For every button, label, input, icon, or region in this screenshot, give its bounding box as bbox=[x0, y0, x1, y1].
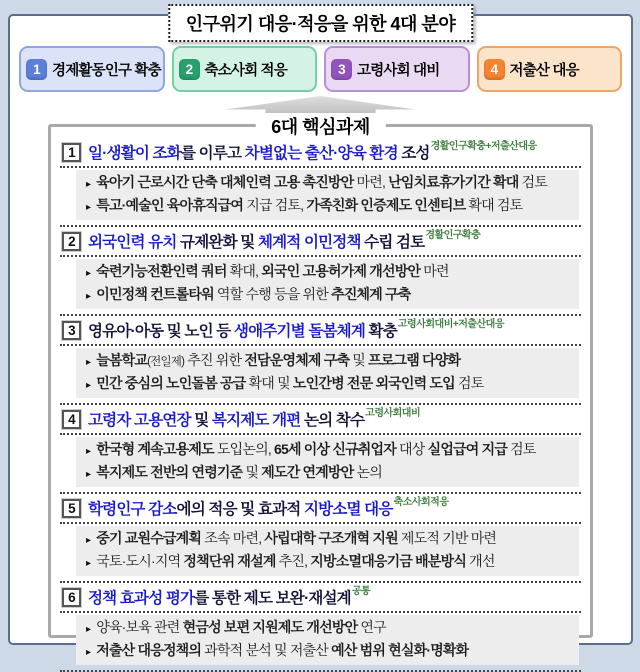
bullet-text bbox=[96, 350, 460, 373]
bullet-text bbox=[96, 462, 382, 483]
text-segment: 정책단위 재설계 bbox=[183, 553, 276, 569]
text-segment: 검토 bbox=[507, 441, 536, 457]
bullet-triangle-icon: ▸ bbox=[86, 179, 91, 190]
text-segment: 및 bbox=[242, 464, 262, 480]
bullet-text bbox=[96, 439, 535, 460]
bullet-triangle-icon: ▸ bbox=[86, 380, 91, 391]
item-bullets-box bbox=[76, 615, 579, 665]
bullet-text bbox=[96, 551, 494, 572]
text-segment: 마련, bbox=[353, 174, 389, 190]
text-segment: 개선 bbox=[466, 553, 495, 569]
core-task-item-6 bbox=[60, 583, 581, 672]
text-segment: 정책 효과성 평가 bbox=[88, 590, 195, 607]
text-segment: 확대, bbox=[226, 263, 262, 279]
item-heading-text bbox=[88, 141, 537, 163]
text-segment: 국토·도시·지역 bbox=[96, 553, 184, 569]
area-box-4 bbox=[477, 46, 623, 92]
text-segment: 확충 bbox=[365, 323, 397, 340]
bullet-triangle-icon: ▸ bbox=[86, 535, 91, 546]
bullet-text bbox=[96, 528, 496, 549]
bullet-line bbox=[82, 195, 573, 218]
text-segment: 복지제도 개편 bbox=[211, 412, 301, 429]
area-box-1 bbox=[19, 46, 165, 92]
bullet-triangle-icon: ▸ bbox=[86, 268, 91, 279]
bullet-line bbox=[82, 350, 573, 373]
text-segment: 저출산 대응정책의 bbox=[96, 642, 202, 658]
text-segment: 및 bbox=[349, 352, 369, 368]
text-segment: 를 통한 제도 보완·재설계 bbox=[194, 590, 351, 607]
bullet-triangle-icon: ▸ bbox=[86, 647, 91, 658]
item-heading-text bbox=[88, 319, 504, 341]
item-heading bbox=[60, 317, 581, 346]
areas-row bbox=[19, 46, 622, 92]
text-segment: 예산 범위 현실화·명확화 bbox=[331, 642, 469, 658]
area-number-badge: 1 bbox=[26, 59, 47, 80]
text-segment: 가족친화 인증제도 인센티브 bbox=[306, 197, 466, 213]
text-segment: 학령인구 감소 bbox=[88, 501, 177, 518]
text-segment: 추진 위한 bbox=[184, 352, 245, 368]
item-heading bbox=[60, 406, 581, 435]
text-segment: 및 bbox=[190, 412, 212, 429]
text-segment: 연구 bbox=[357, 619, 386, 635]
text-segment: 검토 bbox=[454, 375, 484, 391]
text-segment: 대상 bbox=[395, 441, 428, 457]
core-task-item-2 bbox=[60, 227, 581, 316]
page-title: 인구위기 대응·적응을 위한 4대 분야 bbox=[168, 4, 473, 42]
text-segment: 프로그램 다양화 bbox=[368, 352, 461, 368]
text-segment: 추진체계 구축 bbox=[331, 286, 411, 302]
item-heading bbox=[60, 139, 581, 168]
area-box-3 bbox=[324, 46, 470, 92]
text-segment: 늘봄학교 bbox=[96, 352, 148, 368]
text-segment: 논의 착수 bbox=[300, 412, 365, 429]
bullet-triangle-icon: ▸ bbox=[86, 202, 91, 213]
bullet-line bbox=[82, 462, 573, 485]
item-number-box: 2 bbox=[62, 232, 81, 251]
area-label: 저출산 대응 bbox=[509, 62, 579, 79]
text-segment: 실업급여 지급 bbox=[427, 441, 508, 457]
item-category-tag: 고령사회대비+저출산대응 bbox=[397, 319, 504, 330]
core-task-item-4 bbox=[60, 405, 581, 494]
text-segment: 제도간 연계방안 bbox=[261, 464, 354, 480]
item-category-tag: 경활인구확충 bbox=[425, 230, 481, 241]
text-segment: 이민정책 컨트롤타워 bbox=[96, 286, 214, 302]
item-number-box: 3 bbox=[62, 321, 81, 340]
bullet-line bbox=[82, 640, 573, 663]
item-bullets-box bbox=[76, 526, 579, 576]
bullet-line bbox=[82, 261, 573, 284]
text-segment: 고령자 고용연장 bbox=[88, 412, 191, 429]
core-task-item-3 bbox=[60, 316, 581, 405]
text-segment: 마련 bbox=[420, 263, 449, 279]
item-heading-text bbox=[88, 230, 480, 252]
item-category-tag: 경활인구확충+저출산대응 bbox=[430, 141, 537, 152]
text-segment: 일·생활이 조화 bbox=[88, 145, 181, 162]
figure-container bbox=[8, 14, 633, 658]
text-segment: 65세 이상 신규취업자 bbox=[274, 441, 396, 457]
text-segment: 외국인력 유치 bbox=[88, 234, 177, 251]
item-category-tag: 고령사회대비 bbox=[365, 408, 421, 419]
area-number-badge: 3 bbox=[331, 59, 352, 80]
text-segment: 에의 적응 및 효과적 bbox=[176, 501, 304, 518]
text-segment: 복지제도 전반의 연령기준 bbox=[96, 464, 243, 480]
text-segment: 도입논의, bbox=[213, 441, 275, 457]
text-segment: 확대 및 bbox=[245, 375, 293, 391]
core-tasks-box bbox=[48, 117, 593, 658]
text-segment: 논의 bbox=[353, 464, 383, 480]
text-segment: 영유아·아동 및 노인 등 bbox=[88, 323, 234, 340]
item-heading bbox=[60, 495, 581, 524]
core-tasks-label: 6대 핵심과제 bbox=[255, 113, 385, 139]
item-bullets-box bbox=[76, 348, 579, 398]
bullet-text bbox=[96, 172, 547, 193]
text-segment: 확대 검토 bbox=[465, 197, 523, 213]
bullet-line bbox=[82, 284, 573, 307]
text-segment: 를 이루고 bbox=[180, 145, 245, 162]
text-segment: 체계적 이민정책 bbox=[257, 234, 361, 251]
text-segment: 난임치료휴가기간 확대 bbox=[388, 174, 519, 190]
bullet-line bbox=[82, 551, 573, 574]
area-label: 경제활동인구 확충 bbox=[52, 62, 161, 79]
item-bullets-box bbox=[76, 259, 579, 309]
bullet-triangle-icon: ▸ bbox=[86, 357, 91, 368]
area-number-badge: 2 bbox=[179, 59, 200, 80]
bullet-line bbox=[82, 172, 573, 195]
bullet-text bbox=[96, 617, 386, 638]
text-segment: 육아기 근로시간 단축 대체인력 고용 촉진방안 bbox=[96, 174, 354, 190]
text-segment: 사립대학 구조개혁 지원 bbox=[264, 530, 398, 546]
item-category-tag: 축소사회적응 bbox=[393, 497, 449, 508]
item-number-box: 5 bbox=[62, 499, 81, 518]
item-heading bbox=[60, 584, 581, 613]
text-segment: 차별없는 출산·양육 환경 bbox=[244, 145, 398, 162]
text-segment: 특고·예술인 육아휴직급여 bbox=[96, 197, 244, 213]
bullet-text bbox=[96, 373, 483, 394]
text-segment: 현금성 보편 지원제도 개선방안 bbox=[182, 619, 358, 635]
text-segment: 역할 수행 등을 위한 bbox=[213, 286, 332, 302]
area-label: 축소사회 적응 bbox=[204, 62, 287, 79]
item-number-box: 1 bbox=[62, 143, 81, 162]
area-box-2 bbox=[172, 46, 318, 92]
bullet-triangle-icon: ▸ bbox=[86, 446, 91, 457]
bullet-text bbox=[96, 284, 410, 305]
text-segment: 수립 검토 bbox=[360, 234, 425, 251]
area-label: 고령사회 대비 bbox=[357, 62, 440, 79]
bullet-triangle-icon: ▸ bbox=[86, 469, 91, 480]
text-segment: 한국형 계속고용제도 bbox=[96, 441, 214, 457]
text-segment: 생애주기별 돌봄체계 bbox=[233, 323, 366, 340]
bullet-text bbox=[96, 195, 522, 216]
text-segment: 노인간병 전문 외국인력 도입 bbox=[292, 375, 455, 391]
item-heading-text bbox=[88, 408, 420, 430]
text-segment: 검토 bbox=[518, 174, 548, 190]
text-segment: 과학적 분석 및 저출산 bbox=[201, 642, 332, 658]
item-category-tag: 공통 bbox=[351, 586, 371, 597]
text-segment: 지방소멸 대응 bbox=[303, 501, 393, 518]
text-segment: 양육·보육 관련 bbox=[96, 619, 183, 635]
item-heading-text bbox=[88, 497, 448, 519]
bullet-line bbox=[82, 439, 573, 462]
item-number-box: 6 bbox=[62, 588, 81, 607]
text-segment: 제도적 기반 마련 bbox=[397, 530, 497, 546]
text-segment: 조성 bbox=[397, 145, 430, 162]
item-number-box: 4 bbox=[62, 410, 81, 429]
text-segment: 조속 마련, bbox=[201, 530, 265, 546]
bullet-line bbox=[82, 373, 573, 396]
text-segment: 외국인 고용허가제 개선방안 bbox=[261, 263, 421, 279]
bullet-text bbox=[96, 640, 468, 661]
text-segment: 중기 교원수급계획 bbox=[96, 530, 202, 546]
text-segment: (전일제) bbox=[147, 356, 185, 368]
bullet-text bbox=[96, 261, 448, 282]
item-bullets-box bbox=[76, 437, 579, 487]
text-segment: 지방소멸대응기금 배분방식 bbox=[310, 553, 467, 569]
item-bullets-box bbox=[76, 170, 579, 220]
bullet-triangle-icon: ▸ bbox=[86, 558, 91, 569]
bullet-line bbox=[82, 617, 573, 640]
text-segment: 민간 중심의 노인돌봄 공급 bbox=[96, 375, 246, 391]
text-segment: 추진, bbox=[275, 553, 311, 569]
item-heading-text bbox=[88, 586, 370, 608]
text-segment: 지급 검토, bbox=[243, 197, 307, 213]
item-heading bbox=[60, 228, 581, 257]
bullet-triangle-icon: ▸ bbox=[86, 624, 91, 635]
text-segment: 전담운영체제 구축 bbox=[244, 352, 350, 368]
core-task-item-5 bbox=[60, 494, 581, 583]
core-task-item-1 bbox=[60, 138, 581, 227]
bullet-triangle-icon: ▸ bbox=[86, 291, 91, 302]
area-number-badge: 4 bbox=[484, 59, 505, 80]
text-segment: 규제완화 및 bbox=[176, 234, 258, 251]
text-segment: 숙련기능전환인력 쿼터 bbox=[96, 263, 227, 279]
bullet-line bbox=[82, 528, 573, 551]
items-list bbox=[60, 138, 581, 672]
